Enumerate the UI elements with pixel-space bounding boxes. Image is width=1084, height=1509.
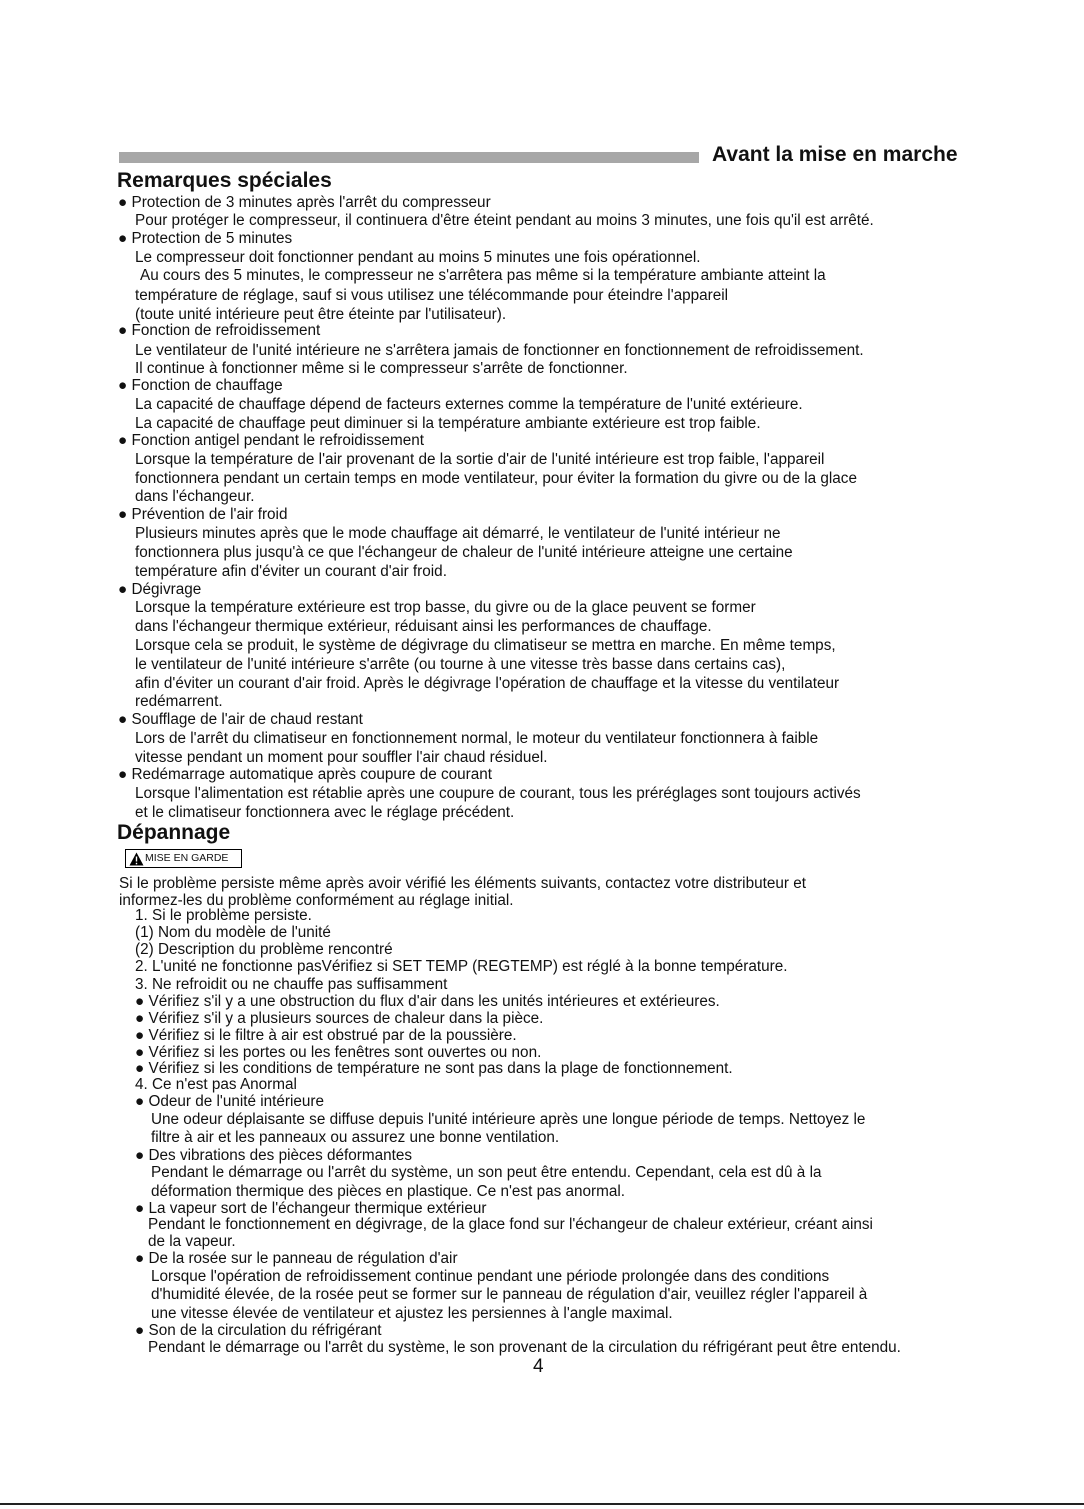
remarque-line: Lorsque l'alimentation est rétablie après une coupure de courant, tous les préréglages sont toujours activés bbox=[135, 785, 861, 802]
depannage-line: informez-les du problème conformément au réglage initial. bbox=[119, 892, 514, 909]
depannage-line: Une odeur déplaisante se diffuse depuis l'unité intérieure après une longue période de temps. Nettoyez le bbox=[151, 1111, 866, 1128]
depannage-line: Si le problème persiste même après avoir vérifié les éléments suivants, contactez votre distributeur et bbox=[119, 875, 806, 892]
depannage-line: Pendant le démarrage ou l'arrêt du système, le son provenant de la circulation du réfrigérant peut être entendu. bbox=[148, 1339, 901, 1356]
depannage-line: 1. Si le problème persiste. bbox=[135, 907, 312, 924]
depannage-line: déformation thermique des pièces en plastique. Ce n'est pas anormal. bbox=[151, 1183, 625, 1200]
remarque-line: La capacité de chauffage dépend de facteurs externes comme la température de l'unité extérieure. bbox=[135, 396, 803, 413]
remarque-line: La capacité de chauffage peut diminuer si la température ambiante extérieure est trop faible. bbox=[135, 415, 761, 432]
remarque-line: Lorsque la température de l'air provenant de la sortie d'air de l'unité intérieure est trop faible, l'appareil bbox=[135, 451, 825, 468]
depannage-line: ● De la rosée sur le panneau de régulation d'air bbox=[135, 1250, 458, 1267]
depannage-line: ● Vérifiez s'il y a plusieurs sources de chaleur dans la pièce. bbox=[135, 1010, 544, 1027]
remarque-line: température de réglage, sauf si vous utilisez une télécommande pour éteindre l'appareil bbox=[135, 287, 729, 304]
page-number: 4 bbox=[533, 1356, 544, 1377]
remarque-line: Pour protéger le compresseur, il continuera d'être éteint pendant au moins 3 minutes, une fois qu'il est arrêté. bbox=[135, 212, 874, 229]
remarque-line: Lorsque la température extérieure est trop basse, du givre ou de la glace peuvent se former bbox=[135, 599, 756, 616]
depannage-line: ● Odeur de l'unité intérieure bbox=[135, 1093, 325, 1110]
remarque-line: vitesse pendant un moment pour souffler l'air chaud résiduel. bbox=[135, 749, 548, 766]
remarque-line: Il continue à fonctionner même si le compresseur s'arrête de fonctionner. bbox=[135, 360, 628, 377]
remarque-line: ● Fonction antigel pendant le refroidissement bbox=[118, 432, 425, 449]
remarque-line: Le compresseur doit fonctionner pendant au moins 5 minutes une fois opérationnel. bbox=[135, 249, 701, 266]
remarque-line: redémarrent. bbox=[135, 693, 223, 710]
remarque-line: température afin d'éviter un courant d'air froid. bbox=[135, 563, 447, 580]
remarque-line: ● Redémarrage automatique après coupure de courant bbox=[118, 766, 493, 783]
remarque-line: fonctionnera pendant un certain temps en mode ventilateur, pour éviter la formation du givre ou de la glace bbox=[135, 470, 857, 487]
remarque-line: ● Soufflage de l'air de chaud restant bbox=[118, 711, 363, 728]
remarque-line: fonctionnera plus jusqu'à ce que l'échangeur de chaleur de l'unité intérieure atteigne une certaine bbox=[135, 544, 793, 561]
remarque-line: Lorsque cela se produit, le système de dégivrage du climatiseur se mettra en marche. En même temps, bbox=[135, 637, 836, 654]
bottom-rule bbox=[0, 1503, 1084, 1505]
remarque-line: ● Protection de 5 minutes bbox=[118, 230, 293, 247]
depannage-line: Pendant le démarrage ou l'arrêt du système, un son peut être entendu. Cependant, cela est dû à la bbox=[151, 1164, 822, 1181]
depannage-line: de la vapeur. bbox=[148, 1233, 236, 1250]
remarque-line: dans l'échangeur. bbox=[135, 488, 255, 505]
depannage-line: ● Vérifiez si le filtre à air est obstrué par de la poussière. bbox=[135, 1027, 517, 1044]
warning-label: MISE EN GARDE bbox=[145, 852, 229, 864]
depannage-line: (1) Nom du modèle de l'unité bbox=[135, 924, 331, 941]
depannage-line: filtre à air et les panneaux ou assurez une bonne ventilation. bbox=[151, 1129, 560, 1146]
depannage-line: ● La vapeur sort de l'échangeur thermique extérieur bbox=[135, 1200, 487, 1217]
depannage-line: une vitesse élevée de ventilateur et ajustez les persiennes à l'angle maximal. bbox=[151, 1305, 673, 1322]
header-rule bbox=[119, 152, 699, 163]
remarque-line: Plusieurs minutes après que le mode chauffage ait démarré, le ventilateur de l'unité intérieur ne bbox=[135, 525, 781, 542]
depannage-line: d'humidité élevée, de la rosée peut se former sur le panneau de régulation d'air, veuillez régler l'appareil à bbox=[151, 1286, 868, 1303]
warning-badge bbox=[125, 849, 242, 868]
depannage-line: ● Vérifiez si les portes ou les fenêtres sont ouvertes ou non. bbox=[135, 1044, 542, 1061]
depannage-line: 2. L'unité ne fonctionne pasVérifiez si SET TEMP (REGTEMP) est réglé à la bonne température. bbox=[135, 958, 788, 975]
section-title-depannage: Dépannage bbox=[117, 821, 231, 844]
remarque-line: le ventilateur de l'unité intérieure s'arrête (ou tourne à une vitesse très basse dans certains cas), bbox=[135, 656, 786, 673]
remarque-line: (toute unité intérieure peut être éteinte par l'utilisateur). bbox=[135, 306, 507, 323]
depannage-line: ● Vérifiez s'il y a une obstruction du flux d'air dans les unités intérieures et extérieures. bbox=[135, 993, 720, 1010]
warning-triangle-icon bbox=[129, 852, 144, 866]
depannage-line: ● Des vibrations des pièces déformantes bbox=[135, 1147, 413, 1164]
remarque-line: ● Fonction de refroidissement bbox=[118, 322, 321, 339]
remarque-line: Au cours des 5 minutes, le compresseur ne s'arrêtera pas même si la température ambiante atteint la bbox=[140, 267, 826, 284]
remarque-line: afin d'éviter un courant d'air froid. Après le dégivrage l'opération de chauffage et la vitesse du ventilateur bbox=[135, 675, 840, 692]
section-title-remarques: Remarques spéciales bbox=[117, 169, 332, 192]
remarque-line: Le ventilateur de l'unité intérieure ne s'arrêtera jamais de fonctionner en fonctionnement de refroidissement. bbox=[135, 342, 864, 359]
remarque-line: dans l'échangeur thermique extérieur, réduisant ainsi les performances de chauffage. bbox=[135, 618, 712, 635]
depannage-line: Lorsque l'opération de refroidissement continue pendant une période prolongée dans des conditions bbox=[151, 1268, 830, 1285]
depannage-line: 3. Ne refroidit ou ne chauffe pas suffisamment bbox=[135, 976, 448, 993]
header-title: Avant la mise en marche bbox=[712, 143, 958, 166]
remarque-line: ● Dégivrage bbox=[118, 581, 202, 598]
remarque-line: ● Fonction de chauffage bbox=[118, 377, 283, 394]
depannage-line: ● Vérifiez si les conditions de température ne sont pas dans la plage de fonctionnement. bbox=[135, 1060, 733, 1077]
remarque-line: ● Protection de 3 minutes après l'arrêt du compresseur bbox=[118, 194, 491, 211]
remarque-line: Lors de l'arrêt du climatiseur en fonctionnement normal, le moteur du ventilateur fonctionnera à faible bbox=[135, 730, 819, 747]
depannage-line: ● Son de la circulation du réfrigérant bbox=[135, 1322, 382, 1339]
depannage-line: Pendant le fonctionnement en dégivrage, de la glace fond sur l'échangeur de chaleur extérieur, créant ainsi bbox=[148, 1216, 873, 1233]
depannage-line: 4. Ce n'est pas Anormal bbox=[135, 1076, 297, 1093]
depannage-line: (2) Description du problème rencontré bbox=[135, 941, 393, 958]
remarque-line: ● Prévention de l'air froid bbox=[118, 506, 288, 523]
remarque-line: et le climatiseur fonctionnera avec le réglage précédent. bbox=[135, 804, 515, 821]
